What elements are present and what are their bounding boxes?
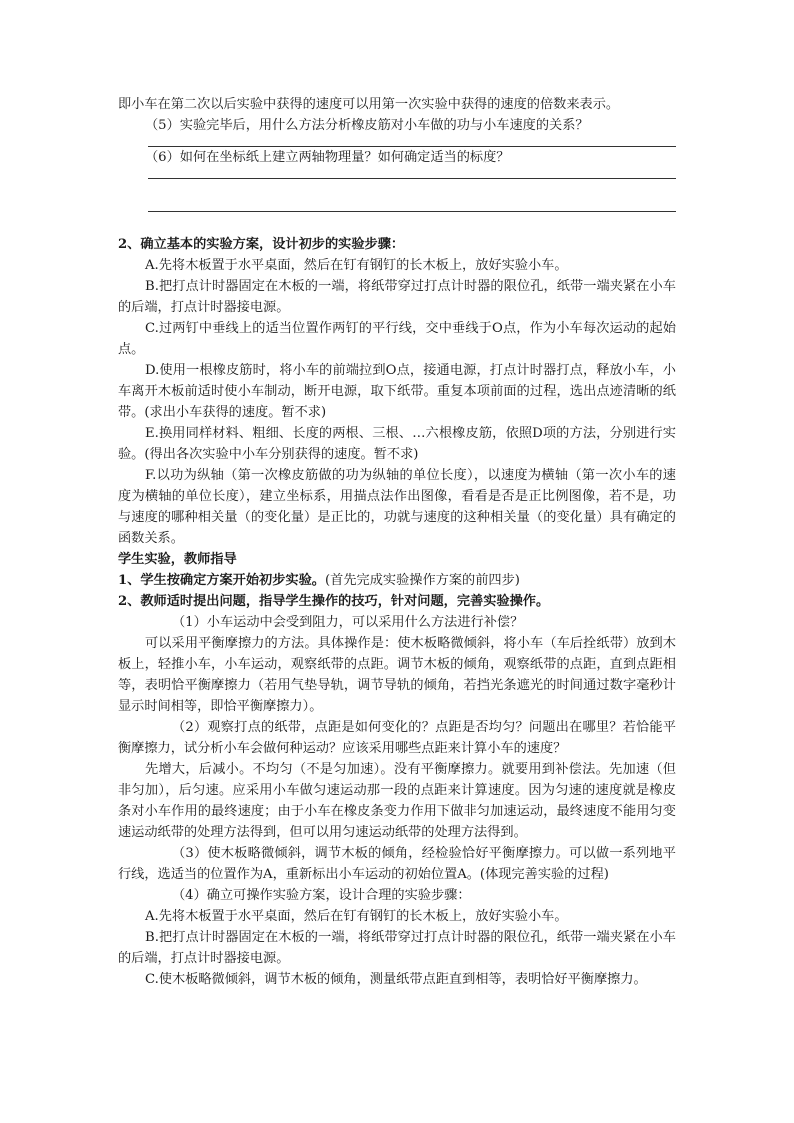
final-step-a: A.先将木板置于水平桌面，然后在钉有钢钉的长木板上，放好实验小车。 (145, 909, 568, 924)
final-step-b: B.把打点计时器固定在木板的一端，将纸带穿过打点计时器的限位孔，纸带一端夹紧在小车的后端，打点计时器接电源。 (118, 930, 676, 966)
step-d: D.使用一根橡皮筋时，将小车的前端拉到O点，接通电源，打点计时器打点，释放小车，小车离开木板前适时使小车制动，断开电源，取下纸带。重复本项前面的过程，选出点迹清晰的纸带。(求出小车获得的速度。暂不求) (118, 363, 676, 420)
item-1 (118, 570, 676, 591)
section-heading-experiment-plan: 2、确立基本的实验方案，设计初步的实验步骤： (118, 237, 405, 252)
question-1: （1）小车运动中会受到阻力，可以采用什么方法进行补偿？ (172, 615, 524, 630)
item-2: 2、教师适时提出问题，指导学生操作的技巧，针对问题，完善实验操作。 (118, 594, 550, 609)
question-5: （5）实验完毕后，用什么方法分析橡皮筋对小车做的功与小车速度的关系？ (145, 118, 589, 133)
step-b: B.把打点计时器固定在木板的一端，将纸带穿过打点计时器的限位孔，纸带一端夹紧在小车的后端，打点计时器接电源。 (118, 279, 676, 315)
step-a: A.先将木板置于水平桌面，然后在钉有钢钉的长木板上，放好实验小车。 (145, 258, 568, 273)
answer-1: 可以采用平衡摩擦力的方法。具体操作是：使木板略微倾斜，将小车（车后拴纸带）放到木板上，轻推小车，小车运动，观察纸带的点距。调节木板的倾角，观察纸带的点距，直到点距相等，表明恰平衡摩擦力（若用气垫导轨，调节导轨的倾角，若挡光条遮光的时间通过数字毫秒计显示时间相等，即恰平衡摩擦力）。 (118, 636, 676, 714)
question-3: （3）使木板略微倾斜，调节木板的倾角，经检验恰好平衡摩擦力。可以做一系列地平行线，选适当的位置作为A，重新标出小车运动的初始位置A。(体现完善实验的过程) (118, 846, 676, 882)
question-4: （4）确立可操作实验方案，设计合理的实验步骤： (172, 888, 471, 903)
step-e: E.换用同样材料、粗细、长度的两根、三根、…六根橡皮筋，依照D项的方法，分别进行实验。(得出各次实验中小车分别获得的速度。暂不求) (118, 426, 676, 462)
item-1-note: (首先完成实验操作方案的前四步) (325, 573, 520, 588)
question-6: （6）如何在坐标纸上建立两轴物理量？如何确定适当的标度？ (145, 150, 510, 165)
item-1-text: 1、学生按确定方案开始初步实验。 (118, 573, 325, 588)
document-page (118, 94, 676, 990)
final-step-c: C.使木板略微倾斜，调节木板的倾角，测量纸带点距直到相等，表明恰好平衡摩擦力。 (145, 972, 647, 987)
question-2: （2）观察打点的纸带，点距是如何变化的？点距是否均匀？问题出在哪里？若恰能平衡摩擦力，试分析小车会做何种运动？应该采用哪些点距来计算小车的速度？ (118, 720, 676, 756)
answer-2: 先增大，后减小。不均匀（不是匀加速）。没有平衡摩擦力。就要用到补偿法。先加速（但非匀加），后匀速。应采用小车做匀速运动那一段的点距来计算速度。因为匀速的速度就是橡皮条对小车作用的最终速度；由于小车在橡皮条变力作用下做非匀加速运动，最终速度不能用匀变速运动纸带的处理方法得到，但可以用匀速运动纸带的处理方法得到。 (118, 762, 676, 840)
section-heading-student-experiment: 学生实验，教师指导 (118, 552, 237, 567)
step-f: F.以功为纵轴（第一次橡皮筋做的功为纵轴的单位长度），以速度为横轴（第一次小车的速度为横轴的单位长度），建立坐标系，用描点法作出图像，看看是否是正比例图像，若不是，功与速度的哪种相关量（的变化量）是正比的，功就与速度的这种相关量（的变化量）具有确定的函数关系。 (118, 468, 676, 546)
paragraph-intro: 即小车在第二次以后实验中获得的速度可以用第一次实验中获得的速度的倍数来表示。 (118, 97, 620, 112)
step-c: C.过两钉中垂线上的适当位置作两钉的平行线，交中垂线于O点，作为小车每次运动的起始点。 (118, 321, 676, 357)
